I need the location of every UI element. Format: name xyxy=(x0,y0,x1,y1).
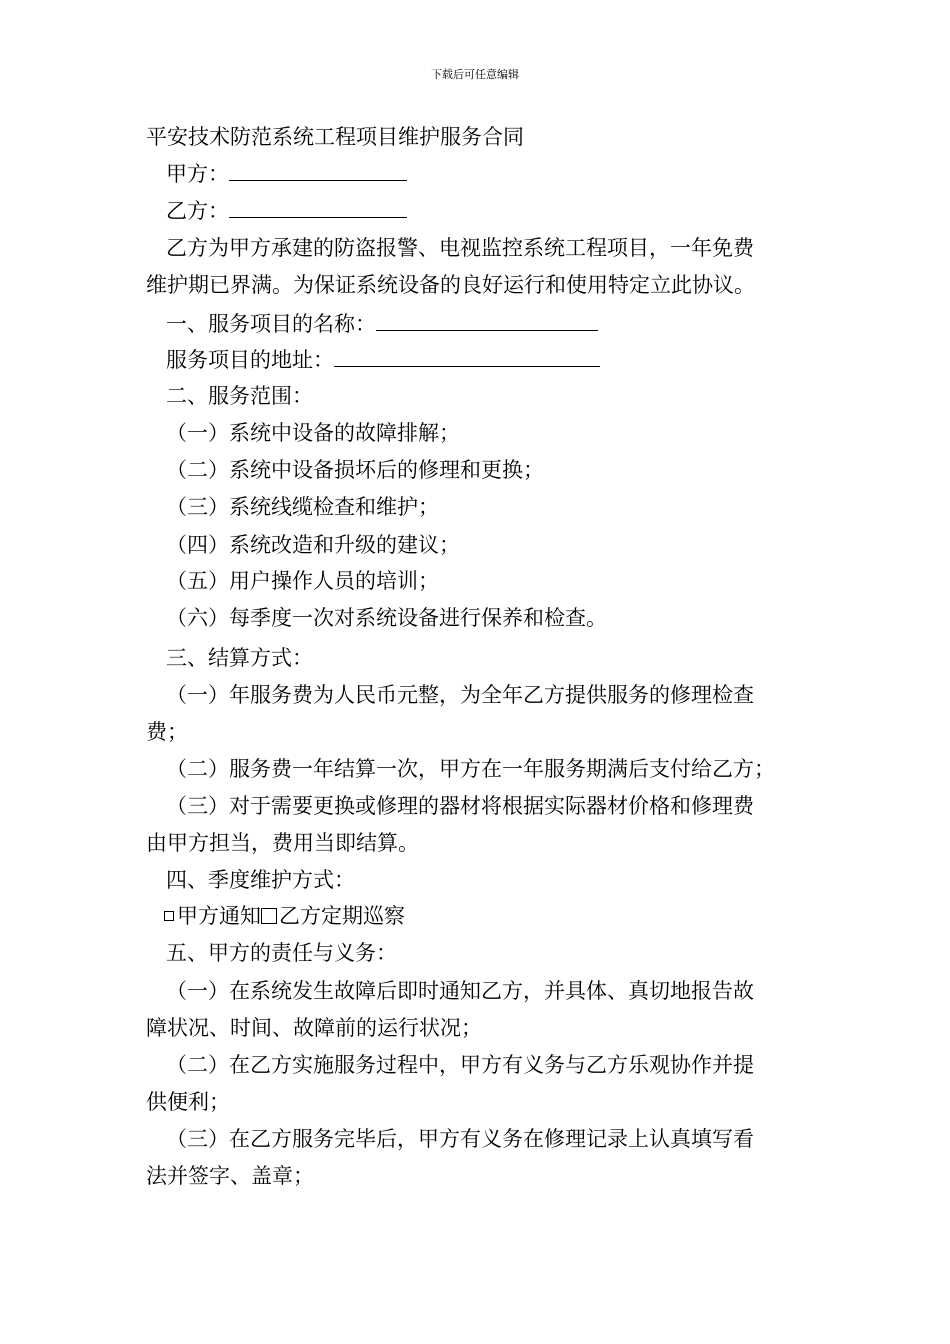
list-item: （三）对于需要更换或修理的器材将根据实际器材价格和修理费 xyxy=(166,794,754,818)
list-item: （一）在系统发生故障后即时通知乙方，并具体、真切地报告故 xyxy=(166,979,754,1003)
service-address-label: 服务项目的地址： xyxy=(166,348,334,372)
service-address-line xyxy=(166,346,600,373)
section-5-heading: 五、甲方的责任与义务： xyxy=(166,941,397,965)
party-a-blank xyxy=(229,160,407,181)
party-b-label: 乙方： xyxy=(166,199,229,223)
list-item: （一）系统中设备的故障排解； xyxy=(166,421,460,445)
party-b-blank xyxy=(229,197,407,218)
service-name-line xyxy=(166,310,598,337)
list-item: （三）系统线缆检查和维护； xyxy=(166,495,439,519)
list-item: （四）系统改造和升级的建议； xyxy=(166,533,460,557)
party-b-line xyxy=(166,197,407,224)
service-address-blank xyxy=(334,346,600,367)
list-item: （二）系统中设备损坏后的修理和更换； xyxy=(166,458,544,482)
intro-line-2: 维护期已界满。为保证系统设备的良好运行和使用特定立此协议。 xyxy=(146,273,755,297)
list-item: （五）用户操作人员的培训； xyxy=(166,569,439,593)
list-item-continuation: 费； xyxy=(146,720,188,744)
list-item: （六）每季度一次对系统设备进行保养和检查。 xyxy=(166,606,607,630)
section-3-heading: 三、结算方式： xyxy=(166,646,313,670)
list-item: （二）在乙方实施服务过程中，甲方有义务与乙方乐观协作并提 xyxy=(166,1053,754,1077)
list-item-continuation: 供便利； xyxy=(146,1090,230,1114)
section-2-heading: 二、服务范围： xyxy=(166,384,313,408)
list-item: （三）在乙方服务完毕后，甲方有义务在修理记录上认真填写看 xyxy=(166,1127,754,1151)
section-4-heading: 四、季度维护方式： xyxy=(166,868,355,892)
document-title: 平安技术防范系统工程项目维护服务合同 xyxy=(146,125,524,149)
list-item-continuation: 障状况、时间、故障前的运行状况； xyxy=(146,1016,482,1040)
option-party-b-patrol: 乙方定期巡察 xyxy=(279,904,405,928)
option-party-a-notify: 甲方通知 xyxy=(177,904,261,928)
intro-line-1: 乙方为甲方承建的防盗报警、电视监控系统工程项目，一年免费 xyxy=(166,236,754,260)
page-header: 下载后可任意编辑 xyxy=(431,68,519,81)
party-a-line xyxy=(166,160,407,187)
service-name-blank xyxy=(376,310,598,331)
list-item-continuation: 法并签字、盖章； xyxy=(146,1164,314,1188)
party-a-label: 甲方： xyxy=(166,162,229,186)
checkbox-icon[interactable] xyxy=(261,908,277,924)
list-item: （一）年服务费为人民币元整，为全年乙方提供服务的修理检查 xyxy=(166,683,754,707)
checkbox-icon[interactable] xyxy=(164,911,174,921)
maintenance-options xyxy=(164,903,405,929)
service-name-label: 一、服务项目的名称： xyxy=(166,312,376,336)
list-item-continuation: 由甲方担当，费用当即结算。 xyxy=(146,831,419,855)
list-item: （二）服务费一年结算一次，甲方在一年服务期满后支付给乙方； xyxy=(166,757,775,781)
